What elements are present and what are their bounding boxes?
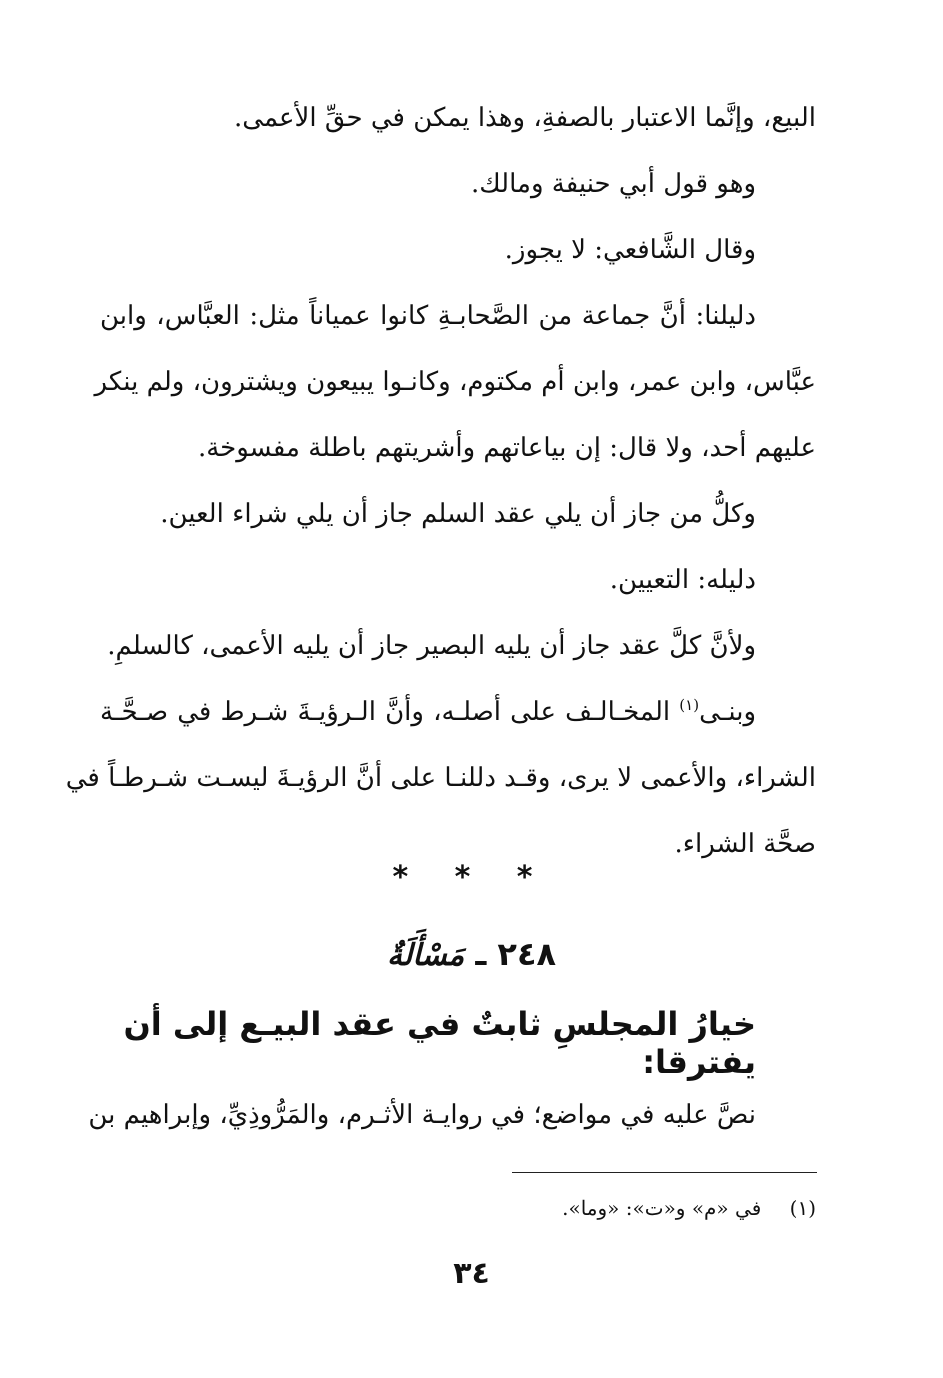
text-line-7: وكلُّ من جاز أن يلي عقد السلم جاز أن يلي شراء العين. — [160, 499, 756, 529]
page-number: ٣٤ — [453, 1256, 490, 1291]
footnote-reference[interactable]: (١) — [679, 696, 700, 714]
footnote — [300, 1196, 816, 1220]
text-line-3: وقال الشَّافعي: لا يجوز. — [504, 235, 756, 265]
footnote-number: (١) — [789, 1196, 816, 1220]
text-line-2: وهو قول أبي حنيفة ومالك. — [471, 169, 756, 199]
masala-heading — [0, 935, 943, 973]
section-separator: * * * — [392, 860, 551, 895]
issue-text — [88, 1085, 816, 1155]
text-line-8: دليله: التعيين. — [609, 565, 756, 595]
issue-title: خيارُ المجلسِ ثابتٌ في عقد البيـع إلى أن يفترقا: — [123, 1005, 756, 1081]
body-text — [65, 88, 816, 859]
text-line-1: البيع، وإنَّما الاعتبار بالصفةِ، وهذا يمكن في حقِّ الأعمى. — [234, 103, 816, 133]
text-line-4: دليلنا: أنَّ جماعة من الصَّحابـةِ كانوا عمياناً مثل: العبَّاس، وابن — [100, 301, 756, 331]
text-line-10 — [100, 682, 816, 742]
text-line-9: ولأنَّ كلَّ عقد جاز أن يليه البصير جاز أن يليه الأعمى، كالسلمِ. — [107, 631, 756, 661]
text-line-12: صحَّة الشراء. — [674, 829, 816, 859]
masala-number: ٢٤٨ — [497, 935, 556, 973]
line-10-lead: وبنـى — [699, 697, 757, 727]
text-line-11: الشراء، والأعمى لا يرى، وقـد دللنـا على أنَّ الرؤيـةَ ليسـت شـرطـاً في — [65, 763, 816, 793]
line-10-rest: المخـالـف على أصلـه، وأنَّ الـرؤيـةَ شـرط في صـحَّـة — [100, 697, 671, 727]
masala-dash: ـ — [475, 935, 487, 973]
issue-line-1: نصَّ عليه في مواضع؛ في روايـة الأثـرم، والمَرُّوذِيِّ، وإبراهيم بن — [88, 1100, 756, 1130]
footnote-text: في «م» و«ت»: «وما». — [562, 1196, 762, 1220]
text-line-6: عليهم أحد، ولا قال: إن بياعاتهم وأشريتهم باطلة مفسوخة. — [197, 433, 816, 463]
footnote-divider — [512, 1172, 817, 1173]
masala-word: مَسْأَلَةٌ — [386, 938, 465, 973]
text-line-5: عبَّاس، وابن عمر، وابن أم مكتوم، وكانـوا يبيعون ويشترون، ولم ينكر — [94, 367, 816, 397]
